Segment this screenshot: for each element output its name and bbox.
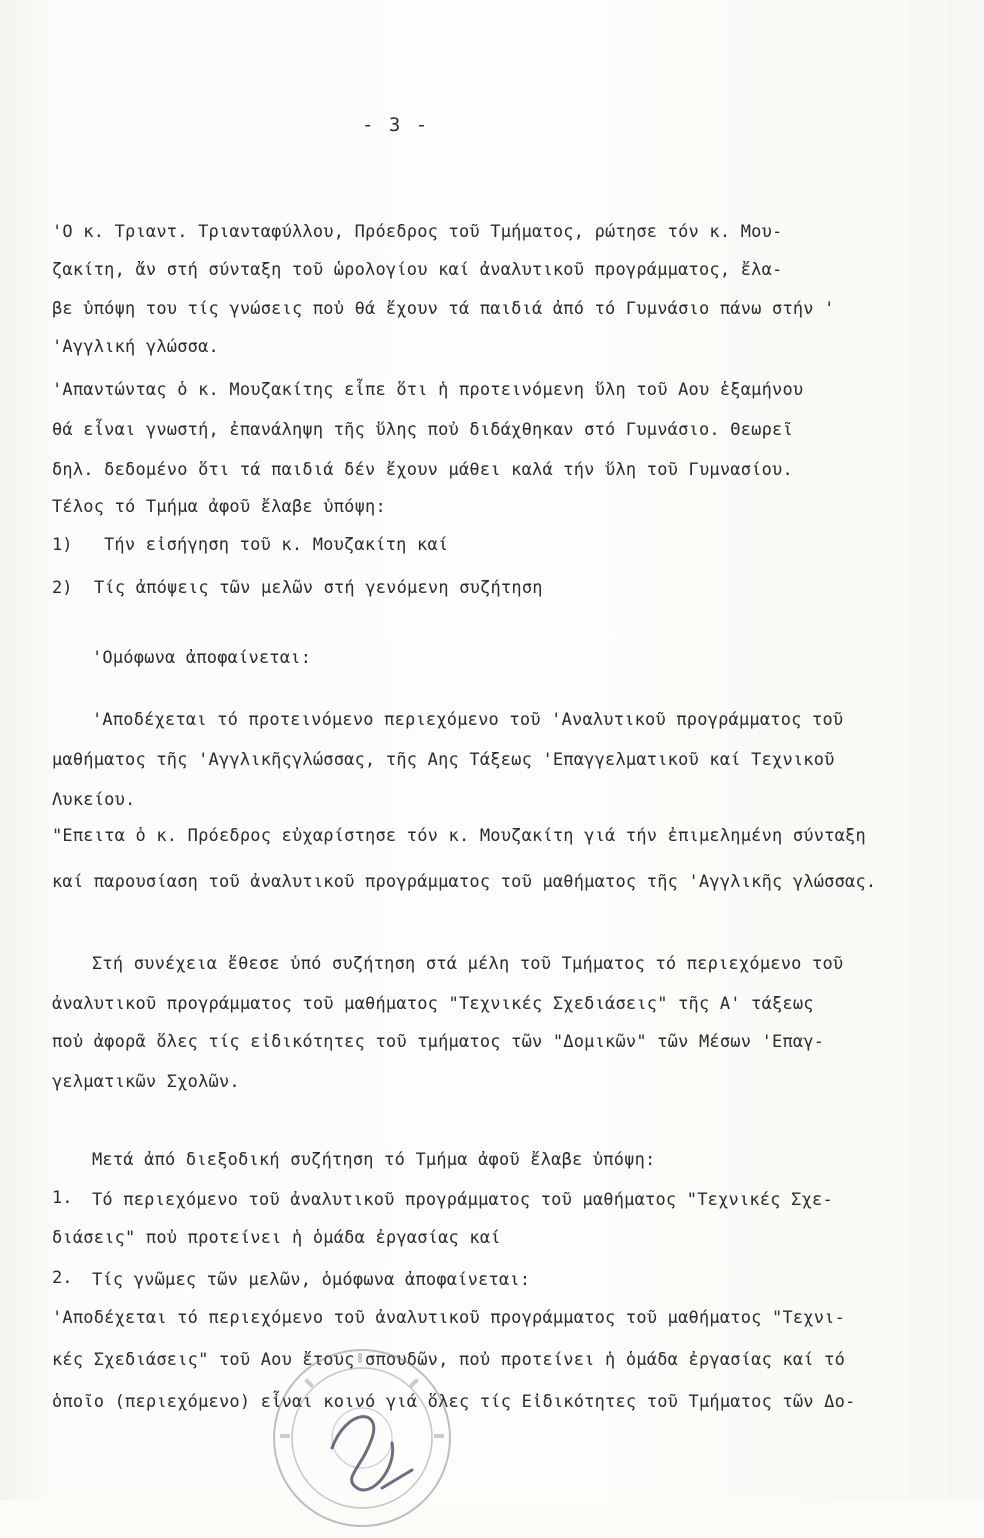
- list-item-text: Τίς ἀπόψεις τῶν μελῶν στή γενόμενη συζήτηση: [94, 578, 543, 598]
- text-line: ἀναλυτικοῦ προγράμματος τοῦ μαθήματος "Τεχνικές Σχεδιάσεις" τῆς Α' τάξεως: [52, 994, 814, 1014]
- seal-icon: [262, 1338, 462, 1538]
- text-line: 'Ο κ. Τριαντ. Τριανταφύλλου, Πρόεδρος τοῦ Τμήματος, ρώτησε τόν κ. Μου-: [52, 222, 783, 242]
- text-line: μαθήματος τῆς 'Αγγλικῆςγλώσσας, τῆς Αης Τάξεως 'Επαγγελματικοῦ καί Τεχνικοῦ: [52, 750, 835, 770]
- text-line: ποὐ ἀφορᾶ ὅλες τίς εἰδικότητες τοῦ τμήματος τῶν "Δομικῶν" τῶν Μέσων 'Επαγ-: [52, 1032, 825, 1052]
- list-item-text: διάσεις" ποὐ προτείνει ἡ ὁμάδα ἐργασίας καί: [52, 1228, 501, 1248]
- page-number: - 3 -: [362, 114, 430, 136]
- text-line: "Επειτα ὁ κ. Πρόεδρος εὐχαρίστησε τόν κ. Μουζακίτη γιά τήν ἐπιμελημένη σύνταξη: [52, 826, 866, 846]
- text-line: Μετά ἀπό διεξοδική συζήτηση τό Τμήμα ἀφοῦ ἔλαβε ὑπόψη:: [92, 1150, 656, 1170]
- list-number: 1): [52, 535, 73, 555]
- text-line: ζακίτη, ἄν στή σύνταξη τοῦ ὡρολογίου καί ἀναλυτικοῦ προγράμματος, ἔλα-: [52, 260, 783, 280]
- text-line: κές Σχεδιάσεις" τοῦ Αου ἔτους σπουδῶν, ποὐ προτείνει ἡ ὁμάδα ἐργασίας καί τό: [52, 1350, 846, 1370]
- text-line: γελματικῶν Σχολῶν.: [52, 1072, 240, 1092]
- resolution-heading: 'Ομόφωνα ἀποφαίνεται:: [92, 648, 312, 668]
- text-line: 'Αποδέχεται τό περιεχόμενο τοῦ ἀναλυτικοῦ προγράμματος τοῦ μαθήματος "Τεχνι-: [52, 1308, 846, 1328]
- text-line: θά εἶναι γνωστή, ἐπανάληψη τῆς ὕλης ποὐ διδάχθηκαν στό Γυμνάσιο. Θεωρεῖ: [52, 420, 793, 440]
- text-line: Στή συνέχεια ἔθεσε ὑπό συζήτηση στά μέλη τοῦ Τμήματος τό περιεχόμενο τοῦ: [92, 954, 844, 974]
- list-number: 1.: [52, 1188, 73, 1208]
- text-line: Λυκείου.: [52, 790, 136, 810]
- text-line: 'Αγγλική γλώσσα.: [52, 337, 219, 357]
- text-line: βε ὑπόψη του τίς γνώσεις ποὐ θά ἔχουν τά παιδιά ἀπό τό Γυμνάσιο πάνω στήν ': [52, 299, 835, 319]
- list-number: 2): [52, 578, 73, 598]
- list-item-text: Τήν εἰσήγηση τοῦ κ. Μουζακίτη καί: [104, 535, 449, 555]
- text-line: Τέλος τό Τμήμα ἀφοῦ ἔλαβε ὑπόψη:: [52, 497, 386, 517]
- signature-icon: [332, 1417, 412, 1490]
- text-line: ὁποῖο (περιεχόμενο) εἶναι κοινό γιά ὅλες τίς Εἰδικότητες τοῦ Τμήματος τῶν Δο-: [52, 1392, 856, 1412]
- text-line: καί παρουσίαση τοῦ ἀναλυτικοῦ προγράμματος τοῦ μαθήματος τῆς 'Αγγλικῆς γλώσσας.: [52, 872, 877, 892]
- list-number: 2.: [52, 1268, 73, 1288]
- text-line: δηλ. δεδομένο ὅτι τά παιδιά δέν ἔχουν μάθει καλά τήν ὕλη τοῦ Γυμνασίου.: [52, 460, 793, 480]
- list-item-text: Τίς γνῶμες τῶν μελῶν, ὁμόφωνα ἀποφαίνεται:: [92, 1270, 531, 1290]
- text-line: 'Απαντώντας ὁ κ. Μουζακίτης εἶπε ὅτι ἡ προτεινόμενη ὕλη τοῦ Αου ἑξαμήνου: [52, 380, 804, 400]
- list-item-text: Τό περιεχόμενο τοῦ ἀναλυτικοῦ προγράμματος τοῦ μαθήματος "Τεχνικές Σχε-: [92, 1190, 833, 1210]
- text-line: 'Αποδέχεται τό προτεινόμενο περιεχόμενο τοῦ 'Αναλυτικοῦ προγράμματος τοῦ: [92, 710, 844, 730]
